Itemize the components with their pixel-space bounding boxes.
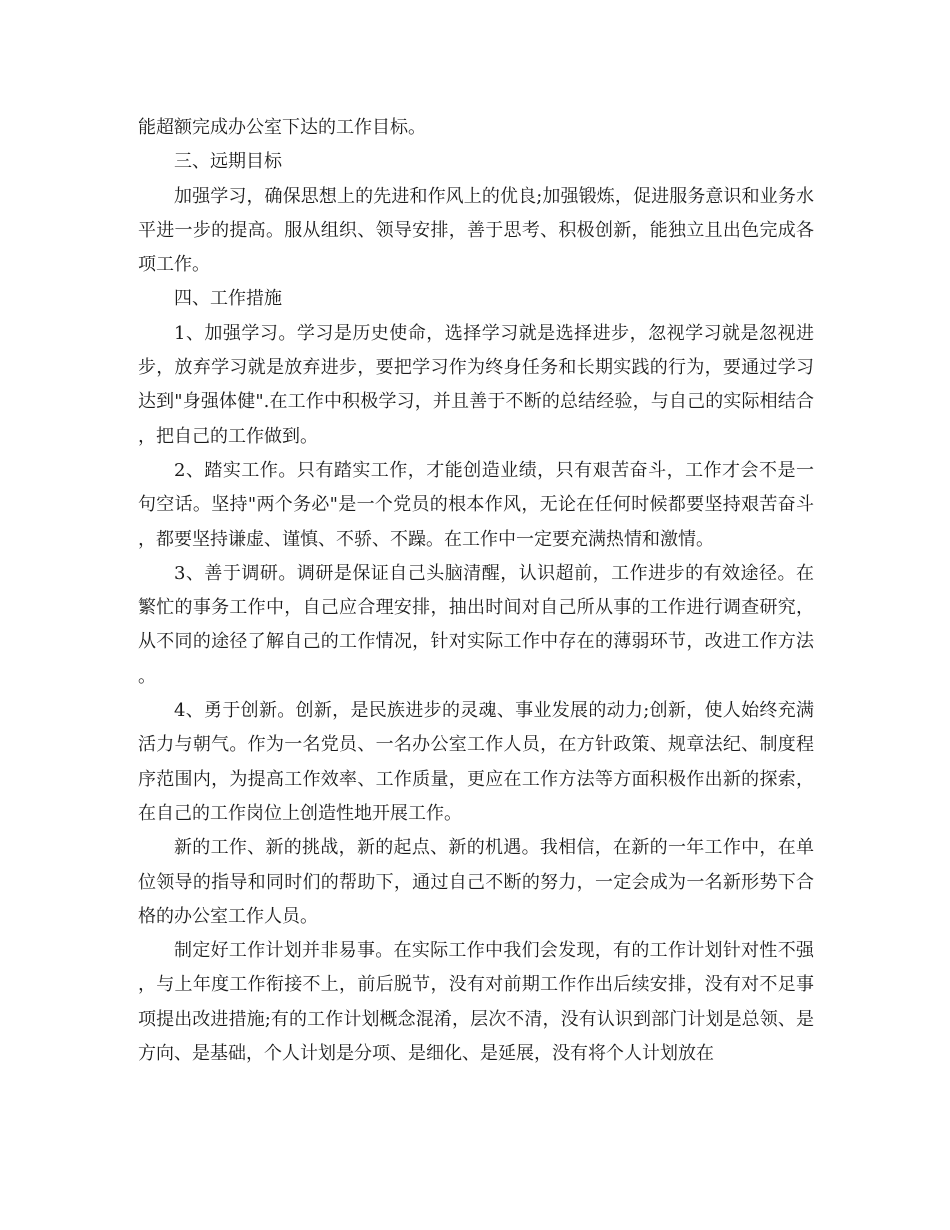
document-page: [138, 111, 814, 1071]
paragraph-measure-study: 1、加强学习。学习是历史使命，选择学习就是选择进步，忽视学习就是忽视进步，放弃学习就是放弃进步，要把学习作为终身任务和长期实践的行为，要通过学习达到"身强体健".在工作中积极学习，并且善于不断的总结经验，与自己的实际相结合，把自己的工作做到。: [138, 322, 814, 447]
paragraph-continuation: 能超额完成办公室下达的工作目标。: [138, 117, 426, 138]
paragraph-planning: 制定好工作计划并非易事。在实际工作中我们会发现，有的工作计划针对性不强，与上年度工作衔接不上，前后脱节，没有对前期工作作出后续安排，没有对不足事项提出改进措施;有的工作计划概念混淆，层次不清，没有认识到部门计划是总领、是方向、是基础，个人计划是分项、是细化、是延展，没有将个人计划放在: [138, 940, 814, 1065]
paragraph-long-term-goals: 加强学习，确保思想上的先进和作风上的优良;加强锻炼，促进服务意识和业务水平进一步的提高。服从组织、领导安排，善于思考、积极创新，能独立且出色完成各项工作。: [138, 185, 814, 276]
paragraph-measure-research: 3、善于调研。调研是保证自己头脑清醒，认识超前，工作进步的有效途径。在繁忙的事务工作中，自己应合理安排，抽出时间对自己所从事的工作进行调查研究，从不同的途径了解自己的工作情况，针对实际工作中存在的薄弱环节，改进工作方法。: [138, 562, 814, 687]
paragraph-measure-innovation: 4、勇于创新。创新，是民族进步的灵魂、事业发展的动力;创新，使人始终充满活力与朝气。作为一名党员、一名办公室工作人员，在方针政策、规章法纪、制度程序范围内，为提高工作效率、工作质量，更应在工作方法等方面积极作出新的探索，在自己的工作岗位上创造性地开展工作。: [138, 700, 814, 824]
paragraph-conclusion: 新的工作、新的挑战，新的起点、新的机遇。我相信，在新的一年工作中，在单位领导的指导和同时们的帮助下，通过自己不断的努力，一定会成为一名新形势下合格的办公室工作人员。: [138, 837, 814, 927]
section-heading-long-term-goals: 三、远期目标: [174, 151, 282, 173]
section-heading-work-measures: 四、工作措施: [174, 288, 282, 310]
paragraph-measure-work: 2、踏实工作。只有踏实工作，才能创造业绩，只有艰苦奋斗，工作才会不是一句空话。坚持"两个务必"是一个党员的根本作风，无论在任何时候都要坚持艰苦奋斗，都要坚持谦虚、谨慎、不骄、不躁。在工作中一定要充满热情和激情。: [138, 459, 814, 550]
